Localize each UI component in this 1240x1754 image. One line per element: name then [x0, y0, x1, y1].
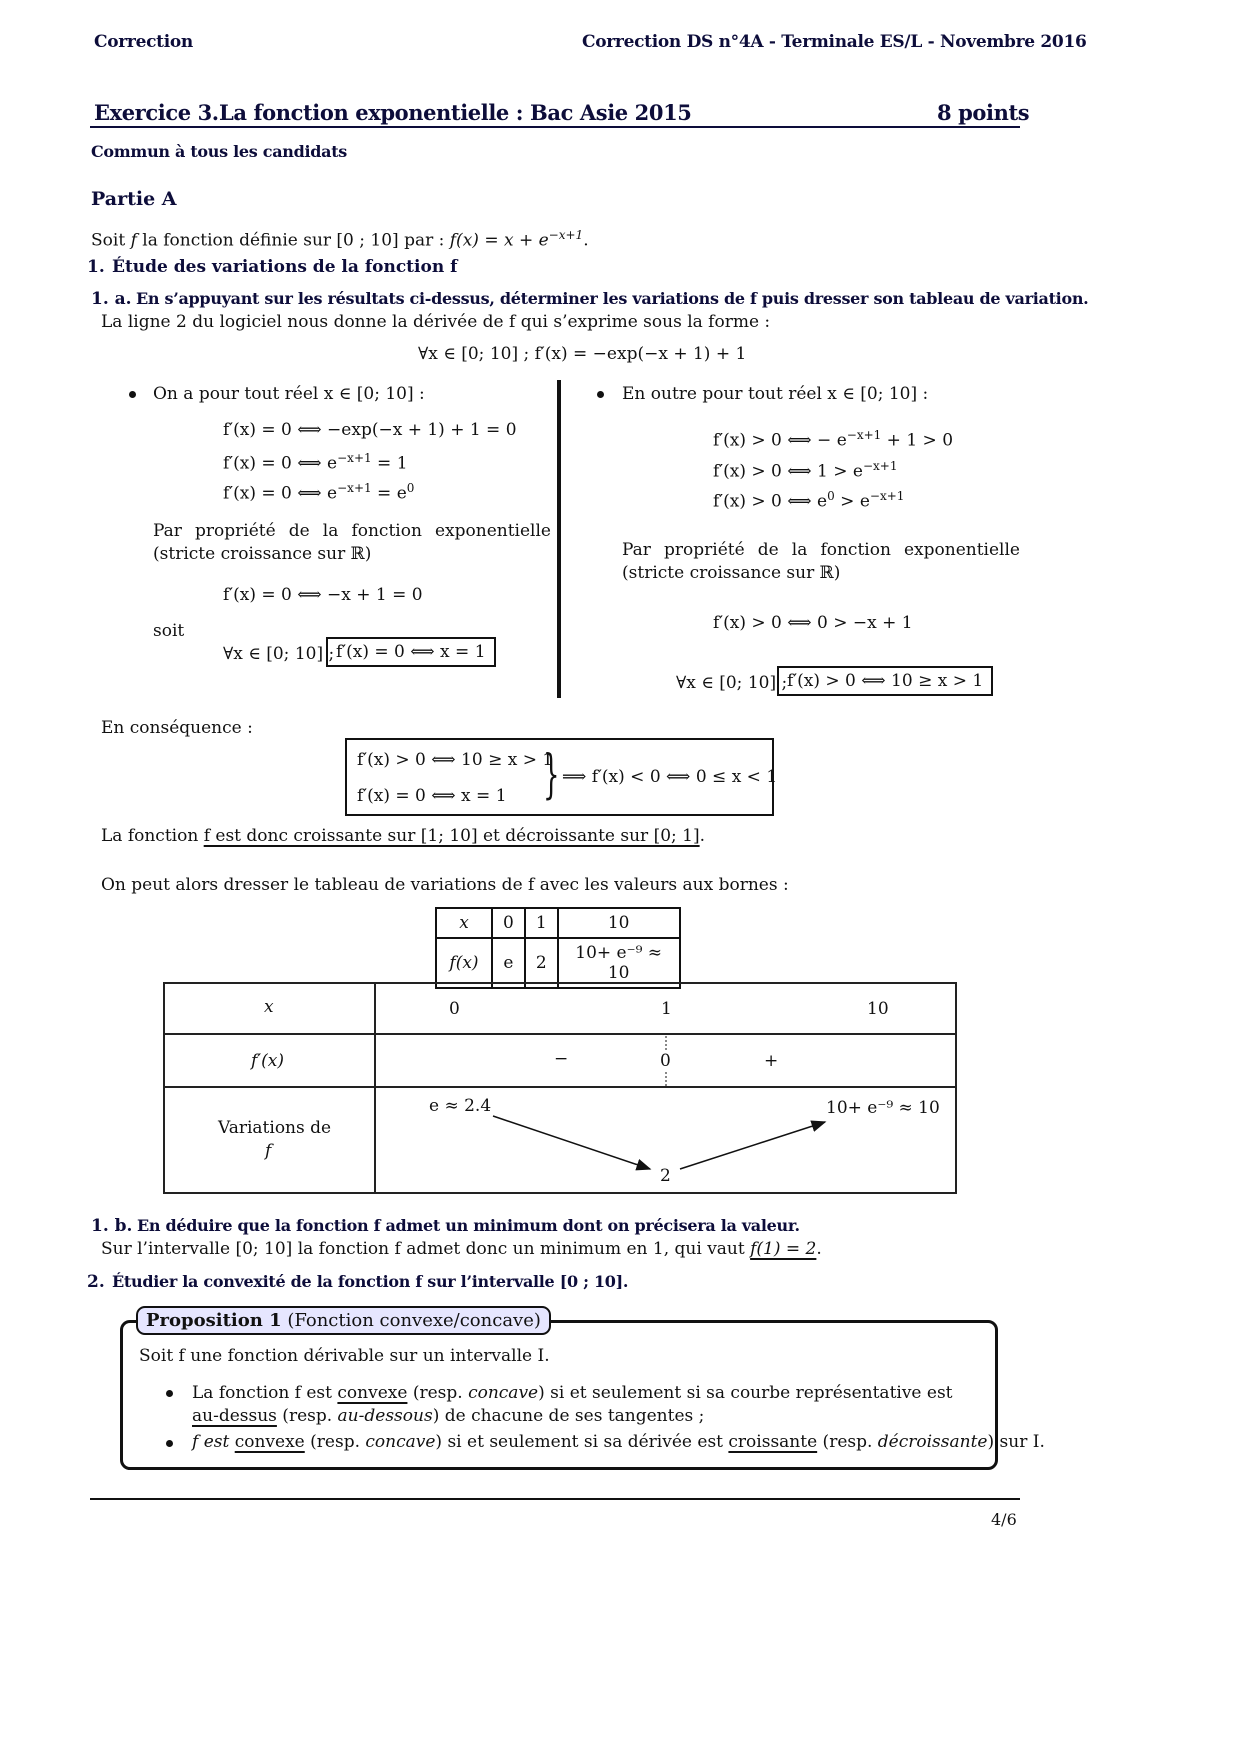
vt-start-value: e ≈ 2.4 — [429, 1096, 492, 1116]
right-bullet-text: En outre pour tout réel x ∈ [0; 10] : — [622, 384, 929, 404]
left-soit: soit — [153, 621, 185, 641]
proposition-label: Proposition 1 (Fonction convexe/concave) — [136, 1306, 551, 1335]
proposition-bullet-1: La fonction f est convexe (resp. concave) si et seulement si sa courbe représentative est au-dessus (resp. au-dessous) de chacune de ses tangentes ; — [192, 1383, 953, 1426]
vt-var-label-1: Variations de — [218, 1118, 332, 1138]
left-eq-3: f′(x) = 0 ⟺ $e^{-x+1} = e^0$ — [223, 481, 415, 504]
vt-var-label-2: f — [265, 1141, 272, 1161]
bullet-icon — [597, 391, 604, 398]
page-number: 4/6 — [991, 1510, 1017, 1529]
title-rule — [90, 126, 1020, 128]
right-property-text: Par propriété de la fonction exponentielle (stricte croissance sur ℝ) — [622, 540, 1020, 583]
right-eq-3: f′(x) > 0 ⟺ $e^0 > e^{-x+1}$ — [713, 489, 905, 512]
column-divider — [557, 380, 561, 698]
question-1-title: Étude des variations de la fonction f — [112, 257, 458, 277]
brace-icon: } — [543, 745, 560, 805]
vt-end-value: 10+ e⁻⁹ ≈ 10 — [826, 1098, 940, 1118]
derivative-formula: ∀x ∈ [0; 10] ; f′(x) = −exp(−x + 1) + 1 — [418, 344, 747, 364]
left-property-text: Par propriété de la fonction exponentielle (stricte croissance sur ℝ) — [153, 521, 551, 564]
vt-sign-minus: − — [554, 1049, 569, 1069]
left-eq-4: f′(x) = 0 ⟺ −x + 1 = 0 — [223, 585, 423, 605]
header-left: Correction — [94, 32, 193, 52]
question-2-number: 2. — [87, 1272, 105, 1292]
footer-rule — [90, 1498, 1020, 1500]
question-1b-number: 1. b. — [91, 1216, 133, 1236]
left-eq-1: f′(x) = 0 ⟺ −exp(−x + 1) + 1 = 0 — [223, 420, 517, 440]
exercise-subtitle: Commun à tous les candidats — [91, 142, 348, 161]
left-final-prefix: ∀x ∈ [0; 10] ; — [223, 644, 335, 664]
section-title: Partie A — [91, 188, 177, 210]
vt-deriv-label: f′(x) — [251, 1051, 285, 1071]
question-1-number: 1. — [87, 257, 105, 277]
right-eq-2: f′(x) > 0 ⟺ $1 > e^{-x+1}$ — [713, 459, 898, 482]
question-1b-text: Sur l’intervalle [0; 10] la fonction f admet donc un minimum en 1, qui vaut f(1) = 2. — [101, 1239, 822, 1259]
vt-x-label: x — [264, 997, 274, 1017]
vt-x-1: 1 — [661, 999, 672, 1019]
consequence-box — [345, 738, 778, 816]
consequence-implies: ⟹ f′(x) < 0 ⟺ 0 ≤ x < 1 — [562, 767, 778, 787]
right-final-boxed: f′(x) > 0 ⟺ 10 ≥ x > 1 — [777, 666, 993, 696]
exercise-points: 8 points — [937, 100, 1030, 125]
variation-arrows-icon — [163, 982, 955, 1192]
consequence-label: En conséquence : — [101, 718, 253, 738]
exercise-title: La fonction exponentielle : Bac Asie 2015 — [219, 100, 692, 125]
values-table — [435, 907, 681, 989]
vt-sign-zero: 0 — [660, 1051, 671, 1071]
bullet-icon — [166, 1440, 173, 1447]
intro-text: Soit f la fonction définie sur [0 ; 10] par : $f(x) = x + e^{-x+1}$. — [91, 228, 589, 251]
vt-x-0: 0 — [449, 999, 460, 1019]
exercise-number: Exercice 3. — [94, 100, 219, 125]
left-final-boxed: f′(x) = 0 ⟺ x = 1 — [326, 637, 496, 667]
question-1a-text: La ligne 2 du logiciel nous donne la dérivée de f qui s’exprime sous la forme : — [101, 312, 771, 332]
vt-sign-plus: + — [764, 1051, 779, 1071]
table-intro-text: On peut alors dresser le tableau de variations de f avec les valeurs aux bornes : — [101, 875, 789, 895]
question-1a-title: En s’appuyant sur les résultats ci-dessus, déterminer les variations de f puis dresser son tableau de variation. — [136, 289, 1089, 308]
conclusion-text: La fonction f est donc croissante sur [1; 10] et décroissante sur [0; 1]. — [101, 826, 706, 846]
bullet-icon — [166, 1390, 173, 1397]
header-right: Correction DS n°4A - Terminale ES/L - Novembre 2016 — [582, 32, 1087, 52]
consequence-line-2: f′(x) = 0 ⟺ x = 1 — [357, 786, 507, 806]
bullet-icon — [129, 391, 136, 398]
question-1a-number: 1. a. — [91, 289, 132, 309]
proposition-intro: Soit f une fonction dérivable sur un intervalle I. — [139, 1346, 550, 1366]
vt-x-10: 10 — [867, 999, 889, 1019]
left-eq-2: f′(x) = 0 ⟺ $e^{-x+1} = 1$ — [223, 451, 408, 474]
vt-min-value: 2 — [660, 1166, 671, 1186]
question-2-title: Étudier la convexité de la fonction f sur l’intervalle [0 ; 10]. — [112, 1272, 629, 1291]
table-row: x 0 1 10 — [436, 908, 680, 938]
question-1b-title: En déduire que la fonction f admet un minimum dont on précisera la valeur. — [137, 1216, 800, 1235]
consequence-line-1: f′(x) > 0 ⟺ 10 ≥ x > 1 — [357, 750, 554, 770]
right-eq-4: f′(x) > 0 ⟺ 0 > −x + 1 — [713, 613, 913, 633]
right-eq-1: f′(x) > 0 ⟺ − $e^{-x+1} + 1 > 0$ — [713, 428, 954, 451]
proposition-bullet-2: f est convexe (resp. concave) si et seulement si sa dérivée est croissante (resp. décroissante) sur I. — [192, 1432, 1045, 1452]
left-bullet-text: On a pour tout réel x ∈ [0; 10] : — [153, 384, 425, 404]
right-final-prefix: ∀x ∈ [0; 10] ; — [676, 673, 788, 693]
table-row: f(x) e 2 10+ e⁻⁹ ≈ 10 — [436, 938, 680, 988]
